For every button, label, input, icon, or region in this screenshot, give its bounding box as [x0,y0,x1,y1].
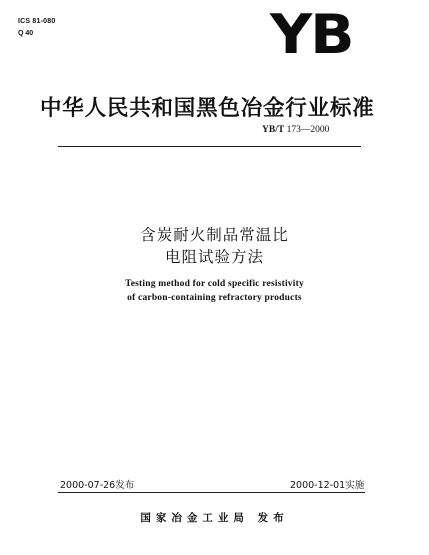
document-title-cn-line1: 含炭耐火制品常温比 [140,226,289,244]
ccs-code: Q 40 [18,30,34,37]
national-standard-title: 中华人民共和国黑色冶金行业标准 [40,96,375,121]
standard-number [262,125,329,135]
footer-divider [58,492,365,493]
yb-logo: YB [270,3,353,66]
issue-date: 2000-07-26发布 [60,480,135,491]
header-divider [58,146,361,147]
publisher: 国家冶金工业局 发布 [140,512,289,524]
implementation-date: 2000-12-01实施 [290,480,365,491]
standard-number-value: 173—2000 [286,125,330,135]
ics-code: ICS 81-080 [18,18,56,25]
document-title-en-line2: of carbon-containing refractory products [127,293,302,303]
standard-number-prefix: YB/T [262,125,285,135]
document-title-cn-line2: 电阻试验方法 [164,248,264,266]
document-title-en-line1: Testing method for cold specific resistivity [125,279,304,289]
